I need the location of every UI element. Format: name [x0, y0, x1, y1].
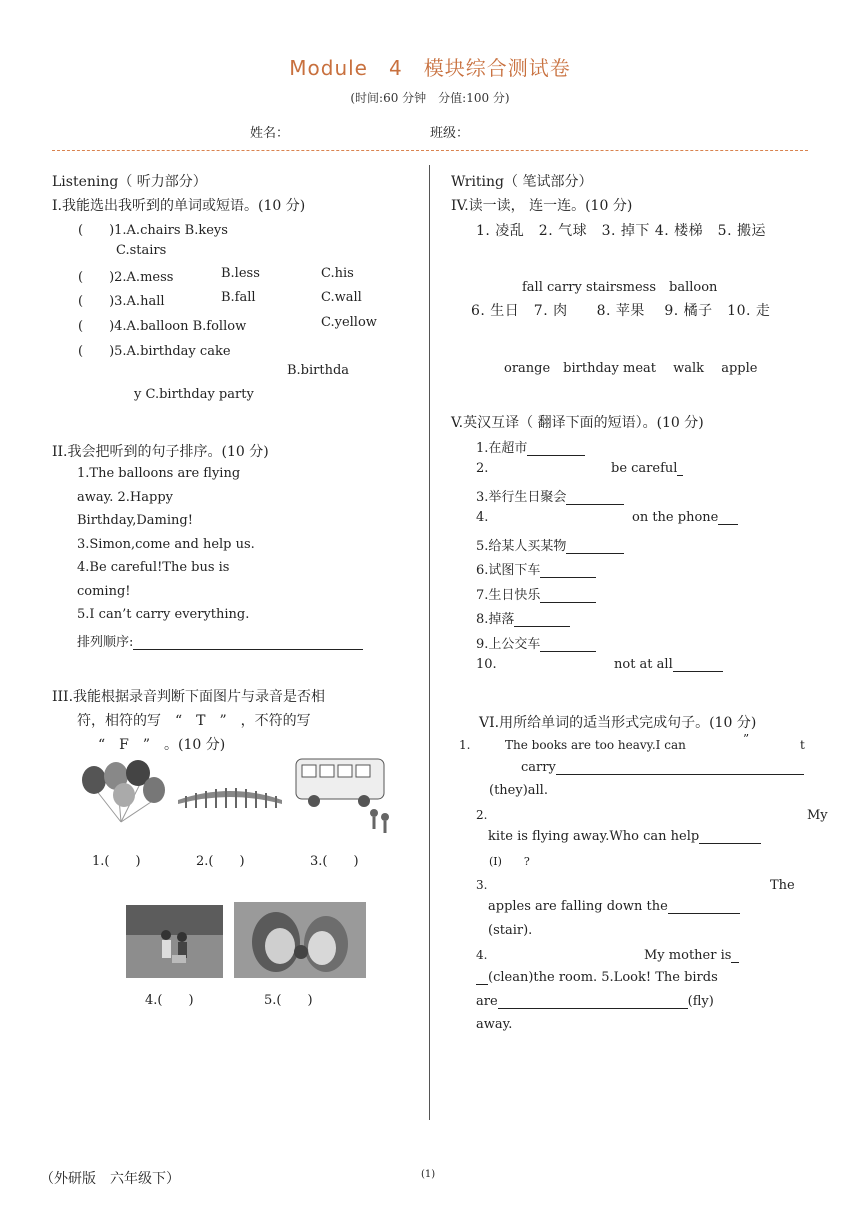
q3-title: III.我能根据录音判断下面图片与录音是否相: [52, 689, 326, 705]
q1-line: ( )3.A.hall: [78, 294, 165, 309]
q6-line: 1.: [459, 738, 471, 752]
q1-line: ( )2.A.mess: [78, 270, 174, 285]
girls-eating-picture: [234, 902, 366, 978]
q6-line: The books are too heavy.I can: [505, 738, 686, 752]
q6-line: (clean)the room. 5.Look! The birds: [476, 970, 718, 985]
q2-line: away. 2.Happy: [77, 490, 173, 505]
page-title: Module 4 模块综合测试卷: [289, 56, 571, 80]
q1-line: y C.birthday party: [134, 387, 254, 402]
q6-blank[interactable]: [699, 829, 761, 844]
name-label: 姓名：: [250, 126, 290, 141]
q6-line: apples are falling down the: [488, 899, 740, 914]
q5-blank[interactable]: [527, 441, 585, 456]
q1-line: C.his: [321, 266, 354, 281]
q5-item: be careful: [611, 461, 683, 476]
q5-item: 8.掉落: [476, 608, 570, 627]
listening-heading: Listening（ 听力部分）: [52, 174, 207, 190]
balloons-picture: [76, 760, 170, 826]
q1-line: B.fall: [221, 290, 256, 305]
q6-line: t: [800, 738, 805, 752]
q2-line: 4.Be careful!The bus is: [77, 560, 230, 575]
q6-line: 3.: [476, 878, 488, 892]
q2-line: 3.Simon,come and help us.: [77, 537, 255, 552]
q1-line: C.yellow: [321, 315, 377, 330]
q6-line: away.: [476, 1017, 513, 1032]
q6-line: carry: [521, 760, 804, 775]
q5-title: V.英汉互译（ 翻译下面的短语）。(10 分): [451, 415, 704, 431]
q6-blank[interactable]: [476, 970, 488, 985]
q5-blank[interactable]: [566, 539, 624, 554]
q1-line: ( )1.A.chairs B.keys: [78, 223, 228, 238]
q6-title: VI.用所给单词的适当形式完成句子。(10 分): [479, 715, 757, 731]
q5-item: 6.试图下车: [476, 559, 596, 578]
q5-item: not at all: [614, 657, 723, 672]
q5-item: 1.在超市: [476, 437, 585, 456]
q4-row: 6. 生日 7. 肉 8. 苹果 9. 橘子 10. 走: [471, 303, 771, 319]
apostrophe-mark: ”: [743, 732, 750, 746]
order-label: 排列顺序:: [77, 631, 363, 650]
children-carrying-picture: [126, 905, 223, 978]
q5-item: 2.: [476, 461, 489, 476]
q6-blank[interactable]: [668, 899, 740, 914]
q6-blank[interactable]: [556, 760, 804, 775]
q6-line: (stair).: [488, 923, 533, 938]
q2-title: II.我会把听到的句子排序。(10 分): [52, 444, 269, 460]
q1-line: ( )5.A.birthday cake: [78, 344, 231, 359]
q5-item: 10.: [476, 657, 497, 672]
q6-line: (they)all.: [489, 783, 548, 798]
q1-line: B.less: [221, 266, 260, 281]
q5-item: 4.: [476, 510, 489, 525]
bus-picture: [294, 755, 394, 837]
q6-line: are (fly): [476, 994, 714, 1009]
q2-line: 5.I can’t carry everything.: [77, 607, 250, 622]
q5-blank[interactable]: [514, 612, 570, 627]
order-blank[interactable]: [133, 635, 363, 650]
picture-answer-2[interactable]: 2.( ): [196, 854, 245, 869]
q6-blank[interactable]: [731, 948, 739, 963]
q4-row: orange birthday meat walk apple: [504, 361, 758, 376]
q4-row: 1. 凌乱 2. 气球 3. 掉下 4. 楼梯 5. 搬运: [476, 223, 766, 239]
q2-line: 1.The balloons are flying: [77, 466, 241, 481]
q6-line: My mother is: [644, 948, 739, 963]
q5-item: on the phone: [632, 510, 738, 525]
q1-line: C.wall: [321, 290, 362, 305]
q1-line: B.birthda: [287, 363, 350, 378]
q1-title: I.我能选出我听到的单词或短语。(10 分): [52, 198, 306, 214]
q4-row: fall carry stairsmess balloon: [522, 280, 718, 295]
q5-item: 3.举行生日聚会: [476, 486, 624, 505]
q5-blank[interactable]: [540, 563, 596, 578]
q2-line: Birthday,Daming!: [77, 513, 193, 528]
class-label: 班级：: [430, 126, 470, 141]
page-subtitle: (时间:60 分钟 分值:100 分): [350, 91, 510, 105]
q5-item: 9.上公交车: [476, 633, 596, 652]
q5-item: 5.给某人买某物: [476, 535, 624, 554]
q6-line: 2.: [476, 808, 488, 822]
writing-heading: Writing（ 笔试部分）: [451, 174, 593, 190]
q3-title: 符，相符的写 “ T ” ，不符的写: [77, 713, 311, 729]
picture-answer-4[interactable]: 4.( ): [145, 993, 194, 1008]
edition-label: （外研版 六年级下）: [40, 1171, 180, 1187]
q6-line: The: [770, 878, 795, 893]
q5-blank[interactable]: [673, 657, 723, 672]
q5-blank[interactable]: [718, 510, 738, 525]
q6-line: My: [807, 808, 828, 823]
q5-blank[interactable]: [566, 490, 624, 505]
stairs-picture: [176, 782, 284, 812]
q6-blank[interactable]: [498, 994, 688, 1009]
q5-blank[interactable]: [540, 637, 596, 652]
q5-blank[interactable]: [540, 588, 596, 603]
q2-line: coming!: [77, 584, 131, 599]
q6-line: (I) ?: [489, 855, 530, 868]
q5-blank[interactable]: [677, 461, 683, 476]
q6-line: 4.: [476, 948, 488, 962]
q4-title: IV.读一读， 连一连。(10 分): [451, 198, 633, 214]
q3-title: “ F ” 。(10 分): [98, 737, 226, 753]
picture-answer-5[interactable]: 5.( ): [264, 993, 313, 1008]
column-divider: [429, 165, 430, 1120]
picture-answer-1[interactable]: 1.( ): [92, 854, 141, 869]
page-number: (1): [421, 1169, 436, 1180]
header-divider: [52, 150, 808, 151]
q1-line: C.stairs: [116, 243, 167, 258]
q1-line: ( )4.A.balloon B.follow: [78, 319, 247, 334]
q5-item: 7.生日快乐: [476, 584, 596, 603]
q6-line: kite is flying away.Who can help: [488, 829, 761, 844]
picture-answer-3[interactable]: 3.( ): [310, 854, 359, 869]
